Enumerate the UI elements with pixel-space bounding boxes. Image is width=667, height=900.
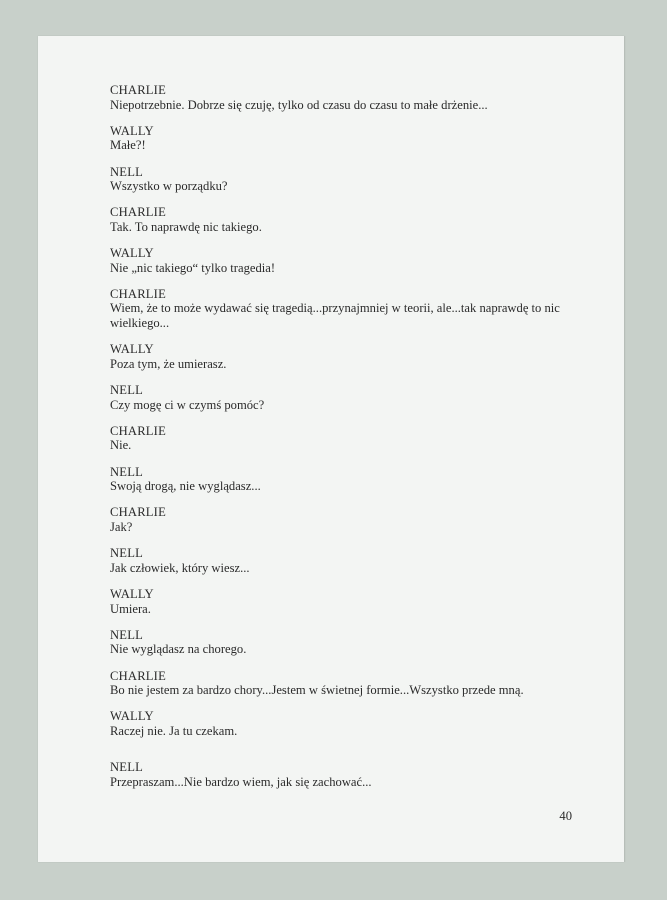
dialogue-line: Tak. To naprawdę nic takiego. bbox=[110, 219, 262, 234]
dialogue-entry bbox=[110, 587, 580, 616]
speaker-name: WALLY bbox=[110, 342, 154, 357]
dialogue-entry bbox=[110, 287, 580, 331]
speaker-name: CHARLIE bbox=[110, 286, 166, 301]
script-page bbox=[38, 36, 624, 862]
dialogue-entry bbox=[110, 505, 580, 534]
dialogue-entry bbox=[110, 669, 580, 698]
dialogue-entry bbox=[110, 760, 580, 789]
dialogue-line: Bo nie jestem za bardzo chory...Jestem w świetnej formie...Wszystko przede mną. bbox=[110, 683, 524, 698]
speaker-name: NELL bbox=[110, 546, 143, 561]
dialogue-entry bbox=[110, 165, 580, 194]
dialogue-entry bbox=[110, 246, 580, 275]
speaker-name: CHARLIE bbox=[110, 83, 166, 97]
speaker-name: WALLY bbox=[110, 246, 154, 261]
speaker-name: NELL bbox=[110, 760, 143, 775]
dialogue-entry bbox=[110, 383, 580, 412]
dialogue-line: Raczej nie. Ja tu czekam. bbox=[110, 723, 238, 738]
dialogue-entry bbox=[110, 709, 580, 738]
paper-edge-shadow bbox=[624, 36, 626, 862]
dialogue-entry bbox=[110, 424, 580, 453]
dialogue-line: Nie „nic takiego“ tylko tragedia! bbox=[110, 260, 276, 275]
dialogue-block bbox=[110, 83, 580, 801]
speaker-name: NELL bbox=[110, 464, 143, 479]
page-number: 40 bbox=[559, 809, 572, 823]
dialogue-line: Małe?! bbox=[110, 138, 146, 153]
dialogue-line: Wszystko w porządku? bbox=[110, 179, 228, 194]
speaker-name: WALLY bbox=[110, 709, 154, 724]
speaker-name: CHARLIE bbox=[110, 423, 166, 438]
dialogue-line: Poza tym, że umierasz. bbox=[110, 356, 227, 371]
dialogue-line: Jak? bbox=[110, 519, 133, 534]
dialogue-entry bbox=[110, 342, 580, 371]
speaker-name: CHARLIE bbox=[110, 205, 166, 220]
dialogue-entry bbox=[110, 465, 580, 494]
speaker-name: CHARLIE bbox=[110, 668, 166, 683]
speaker-name: NELL bbox=[110, 164, 143, 179]
dialogue-line: Wiem, że to może wydawać się tragedią...przynajmniej w teorii, ale...tak naprawdę to nic wielkiego... bbox=[110, 301, 560, 330]
dialogue-line: Nie wyglądasz na chorego. bbox=[110, 642, 247, 657]
dialogue-line: Czy mogę ci w czymś pomóc? bbox=[110, 397, 265, 412]
speaker-name: NELL bbox=[110, 383, 143, 398]
dialogue-line: Niepotrzebnie. Dobrze się czuję, tylko od czasu do czasu to małe drżenie... bbox=[110, 97, 488, 112]
dialogue-line: Przepraszam...Nie bardzo wiem, jak się zachować... bbox=[110, 774, 372, 789]
speaker-name: CHARLIE bbox=[110, 505, 166, 520]
speaker-name: NELL bbox=[110, 627, 143, 642]
dialogue-entry bbox=[110, 83, 580, 112]
dialogue-line: Nie. bbox=[110, 438, 132, 453]
dialogue-line: Jak człowiek, który wiesz... bbox=[110, 560, 250, 575]
speaker-name: WALLY bbox=[110, 587, 154, 602]
dialogue-entry bbox=[110, 628, 580, 657]
speaker-name: WALLY bbox=[110, 123, 154, 138]
dialogue-entry bbox=[110, 205, 580, 234]
dialogue-entry bbox=[110, 124, 580, 153]
dialogue-line: Swoją drogą, nie wyglądasz... bbox=[110, 479, 261, 494]
dialogue-line: Umiera. bbox=[110, 601, 151, 616]
dialogue-entry bbox=[110, 546, 580, 575]
